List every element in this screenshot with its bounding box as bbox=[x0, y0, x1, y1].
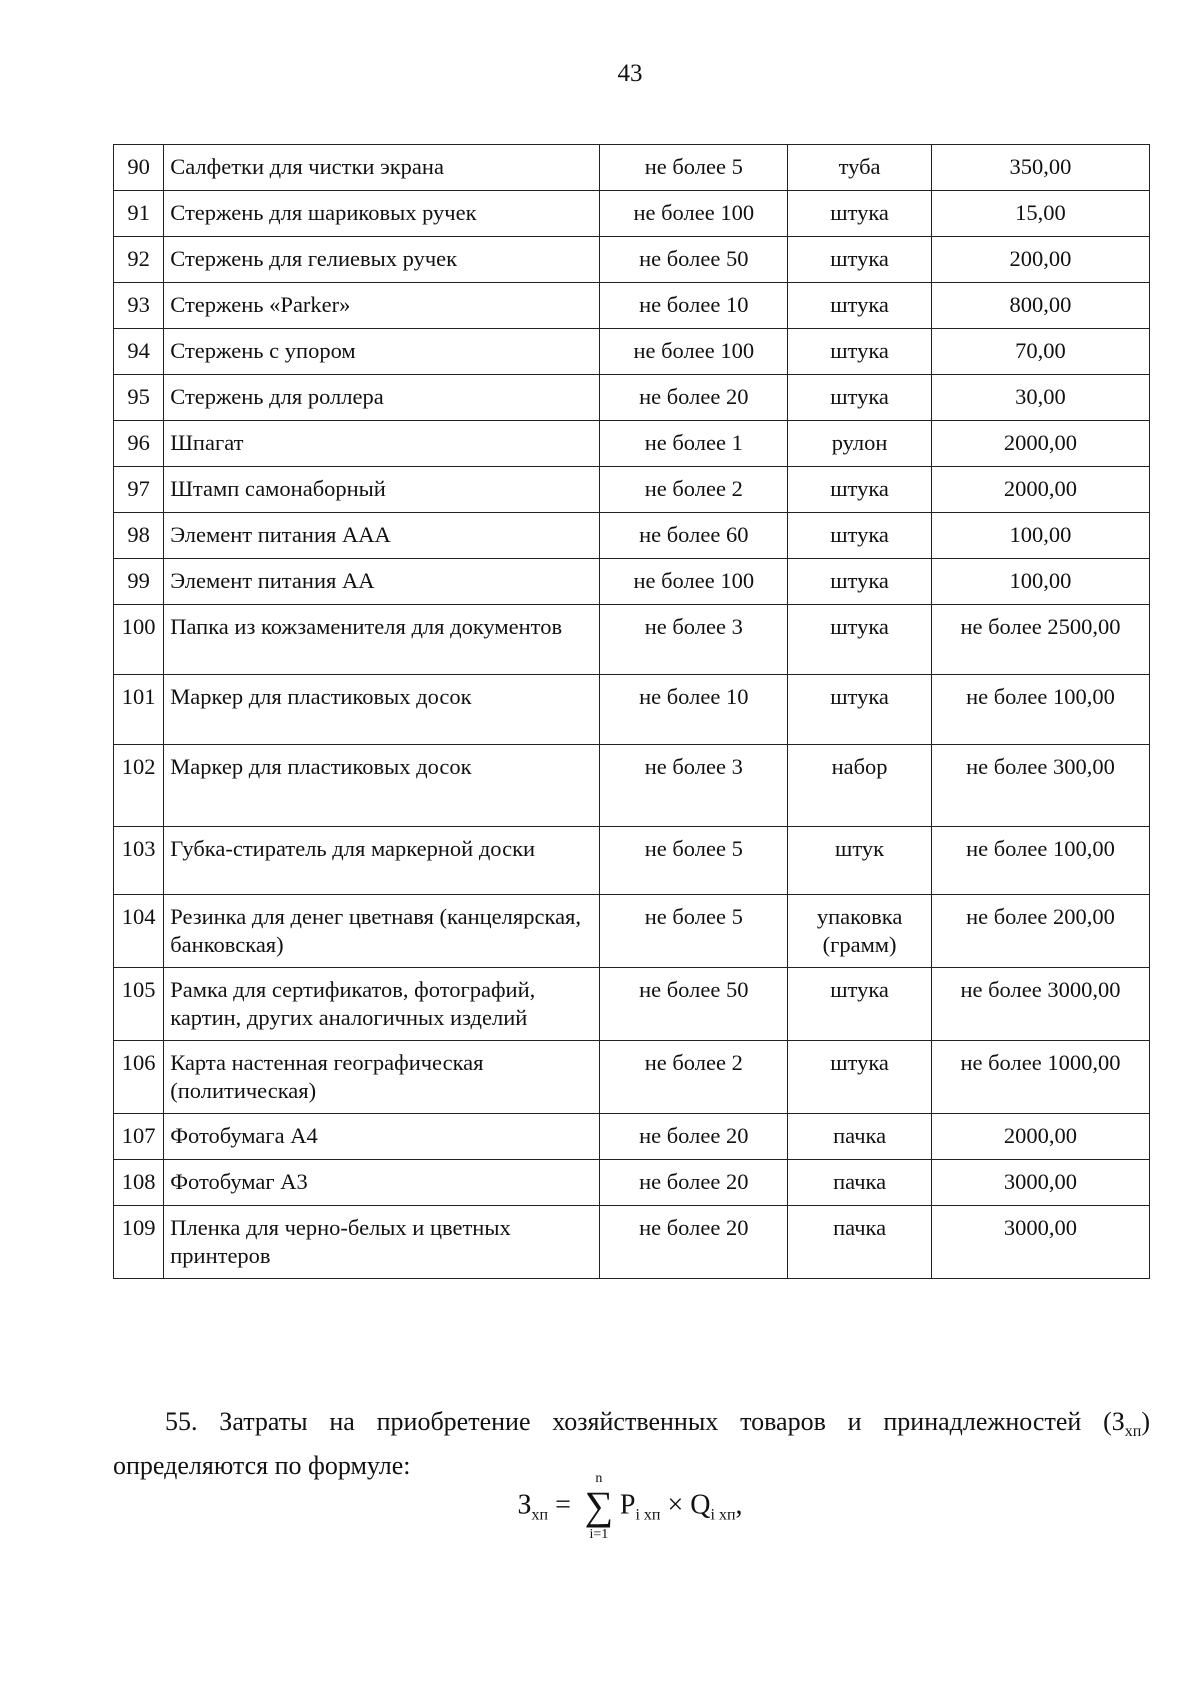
item-name: Стержень для шариковых ручек bbox=[164, 191, 600, 237]
item-quantity: не более 10 bbox=[600, 675, 788, 745]
item-price: не более 1000,00 bbox=[931, 1041, 1149, 1114]
formula-trail: , bbox=[735, 1489, 743, 1521]
item-price: 15,00 bbox=[931, 191, 1149, 237]
formula-p-sub: i хп bbox=[635, 1506, 661, 1524]
table-row bbox=[114, 605, 1150, 675]
formula-lhs: З bbox=[517, 1489, 532, 1521]
row-number: 97 bbox=[114, 467, 164, 513]
item-price: 100,00 bbox=[931, 559, 1149, 605]
table-row bbox=[114, 375, 1150, 421]
sigma-symbol: ∑ bbox=[584, 1483, 614, 1528]
table-row bbox=[114, 467, 1150, 513]
table-row bbox=[114, 1041, 1150, 1114]
item-quantity: не более 100 bbox=[600, 329, 788, 375]
item-quantity: не более 20 bbox=[600, 375, 788, 421]
table-row bbox=[114, 895, 1150, 968]
item-unit: штука bbox=[788, 283, 932, 329]
item-name: Стержень для роллера bbox=[164, 375, 600, 421]
table-row bbox=[114, 237, 1150, 283]
item-price: не более 2500,00 bbox=[931, 605, 1149, 675]
item-price: 3000,00 bbox=[931, 1206, 1149, 1279]
item-unit: штука bbox=[788, 467, 932, 513]
item-unit: пачка bbox=[788, 1160, 932, 1206]
item-quantity: не более 5 bbox=[600, 145, 788, 191]
formula-lhs-sub: хп bbox=[531, 1506, 549, 1524]
item-unit: штука bbox=[788, 375, 932, 421]
table-body bbox=[114, 145, 1150, 1279]
formula-equals: = bbox=[555, 1489, 571, 1521]
row-number: 90 bbox=[114, 145, 164, 191]
item-price: 350,00 bbox=[931, 145, 1149, 191]
section-55-paragraph bbox=[113, 1405, 1150, 1483]
item-unit: штука bbox=[788, 329, 932, 375]
row-number: 95 bbox=[114, 375, 164, 421]
item-price: 70,00 bbox=[931, 329, 1149, 375]
item-price: 30,00 bbox=[931, 375, 1149, 421]
item-unit: пачка bbox=[788, 1206, 932, 1279]
item-name: Стержень для гелиевых ручек bbox=[164, 237, 600, 283]
table-row bbox=[114, 145, 1150, 191]
table-row bbox=[114, 968, 1150, 1041]
row-number: 109 bbox=[114, 1206, 164, 1279]
item-name: Карта настенная географическая (политическая) bbox=[164, 1041, 600, 1114]
row-number: 91 bbox=[114, 191, 164, 237]
table-row bbox=[114, 559, 1150, 605]
item-unit: штука bbox=[788, 605, 932, 675]
item-quantity: не более 60 bbox=[600, 513, 788, 559]
item-quantity: не более 5 bbox=[600, 827, 788, 895]
row-number: 103 bbox=[114, 827, 164, 895]
table-row bbox=[114, 745, 1150, 827]
table-row bbox=[114, 421, 1150, 467]
formula-q: Q bbox=[690, 1489, 711, 1521]
item-price: не более 300,00 bbox=[931, 745, 1149, 827]
cost-formula bbox=[0, 1471, 1200, 1542]
item-quantity: не более 1 bbox=[600, 421, 788, 467]
sum-lower-limit: i=1 bbox=[589, 1527, 609, 1542]
table-row bbox=[114, 1114, 1150, 1160]
item-name: Салфетки для чистки экрана bbox=[164, 145, 600, 191]
item-quantity: не более 50 bbox=[600, 968, 788, 1041]
row-number: 96 bbox=[114, 421, 164, 467]
item-name: Маркер для пластиковых досок bbox=[164, 675, 600, 745]
item-quantity: не более 100 bbox=[600, 191, 788, 237]
item-quantity: не более 10 bbox=[600, 283, 788, 329]
item-unit: рулон bbox=[788, 421, 932, 467]
row-number: 94 bbox=[114, 329, 164, 375]
table-row bbox=[114, 1206, 1150, 1279]
item-quantity: не более 5 bbox=[600, 895, 788, 968]
item-name: Фотобумага А4 bbox=[164, 1114, 600, 1160]
item-quantity: не более 20 bbox=[600, 1160, 788, 1206]
row-number: 100 bbox=[114, 605, 164, 675]
item-unit: штука bbox=[788, 1041, 932, 1114]
item-quantity: не более 100 bbox=[600, 559, 788, 605]
table-row bbox=[114, 329, 1150, 375]
item-price: 2000,00 bbox=[931, 421, 1149, 467]
item-price: не более 100,00 bbox=[931, 827, 1149, 895]
row-number: 108 bbox=[114, 1160, 164, 1206]
item-price: 200,00 bbox=[931, 237, 1149, 283]
row-number: 98 bbox=[114, 513, 164, 559]
row-number: 106 bbox=[114, 1041, 164, 1114]
item-name: Рамка для сертификатов, фотографий, картин, других аналогичных изделий bbox=[164, 968, 600, 1041]
item-quantity: не более 20 bbox=[600, 1114, 788, 1160]
table-row bbox=[114, 513, 1150, 559]
item-name: Элемент питания АА bbox=[164, 559, 600, 605]
row-number: 99 bbox=[114, 559, 164, 605]
table-row bbox=[114, 191, 1150, 237]
row-number: 101 bbox=[114, 675, 164, 745]
item-unit: штука bbox=[788, 559, 932, 605]
item-unit: набор bbox=[788, 745, 932, 827]
item-quantity: не более 50 bbox=[600, 237, 788, 283]
item-name: Штамп самонаборный bbox=[164, 467, 600, 513]
table-row bbox=[114, 1160, 1150, 1206]
paragraph-text: 55. Затраты на приобретение хозяйственных товаров и принадлежностей (З bbox=[165, 1407, 1125, 1436]
paragraph-subscript: хп bbox=[1124, 1423, 1142, 1440]
item-name: Пленка для черно-белых и цветных принтеров bbox=[164, 1206, 600, 1279]
formula-q-sub: i хп bbox=[710, 1506, 736, 1524]
row-number: 93 bbox=[114, 283, 164, 329]
item-name: Шпагат bbox=[164, 421, 600, 467]
item-price: 100,00 bbox=[931, 513, 1149, 559]
item-name: Элемент питания ААА bbox=[164, 513, 600, 559]
formula-times: × bbox=[667, 1489, 684, 1521]
row-number: 102 bbox=[114, 745, 164, 827]
item-quantity: не более 2 bbox=[600, 467, 788, 513]
item-name: Папка из кожзаменителя для документов bbox=[164, 605, 600, 675]
row-number: 107 bbox=[114, 1114, 164, 1160]
table-row bbox=[114, 827, 1150, 895]
page-number: 43 bbox=[617, 60, 643, 87]
item-unit: штука bbox=[788, 513, 932, 559]
item-unit: штука bbox=[788, 191, 932, 237]
item-unit: штука bbox=[788, 237, 932, 283]
paragraph-text-end: ) определяются по формуле: bbox=[113, 1407, 1150, 1480]
item-unit: штука bbox=[788, 968, 932, 1041]
formula-p: P bbox=[619, 1489, 636, 1521]
item-name: Резинка для денег цветнавя (канцелярская, банковская) bbox=[164, 895, 600, 968]
item-name: Губка-стиратель для маркерной доски bbox=[164, 827, 600, 895]
item-quantity: не более 2 bbox=[600, 1041, 788, 1114]
item-price: 2000,00 bbox=[931, 467, 1149, 513]
item-name: Маркер для пластиковых досок bbox=[164, 745, 600, 827]
table-row bbox=[114, 675, 1150, 745]
row-number: 104 bbox=[114, 895, 164, 968]
item-unit: пачка bbox=[788, 1114, 932, 1160]
item-price: 800,00 bbox=[931, 283, 1149, 329]
supplies-table bbox=[113, 144, 1150, 1279]
row-number: 105 bbox=[114, 968, 164, 1041]
item-price: не более 3000,00 bbox=[931, 968, 1149, 1041]
sum-upper-limit: n bbox=[595, 1471, 603, 1486]
item-quantity: не более 3 bbox=[600, 605, 788, 675]
item-quantity: не более 20 bbox=[600, 1206, 788, 1279]
row-number: 92 bbox=[114, 237, 164, 283]
item-price: не более 200,00 bbox=[931, 895, 1149, 968]
item-quantity: не более 3 bbox=[600, 745, 788, 827]
item-name: Стержень «Parker» bbox=[164, 283, 600, 329]
item-price: 3000,00 bbox=[931, 1160, 1149, 1206]
item-unit: штук bbox=[788, 827, 932, 895]
item-unit: туба bbox=[788, 145, 932, 191]
item-name: Фотобумаг А3 bbox=[164, 1160, 600, 1206]
table-row bbox=[114, 283, 1150, 329]
item-name: Стержень с упором bbox=[164, 329, 600, 375]
item-price: 2000,00 bbox=[931, 1114, 1149, 1160]
summation bbox=[582, 1471, 616, 1542]
item-price: не более 100,00 bbox=[931, 675, 1149, 745]
item-unit: штука bbox=[788, 675, 932, 745]
item-unit: упаковка (грамм) bbox=[788, 895, 932, 968]
